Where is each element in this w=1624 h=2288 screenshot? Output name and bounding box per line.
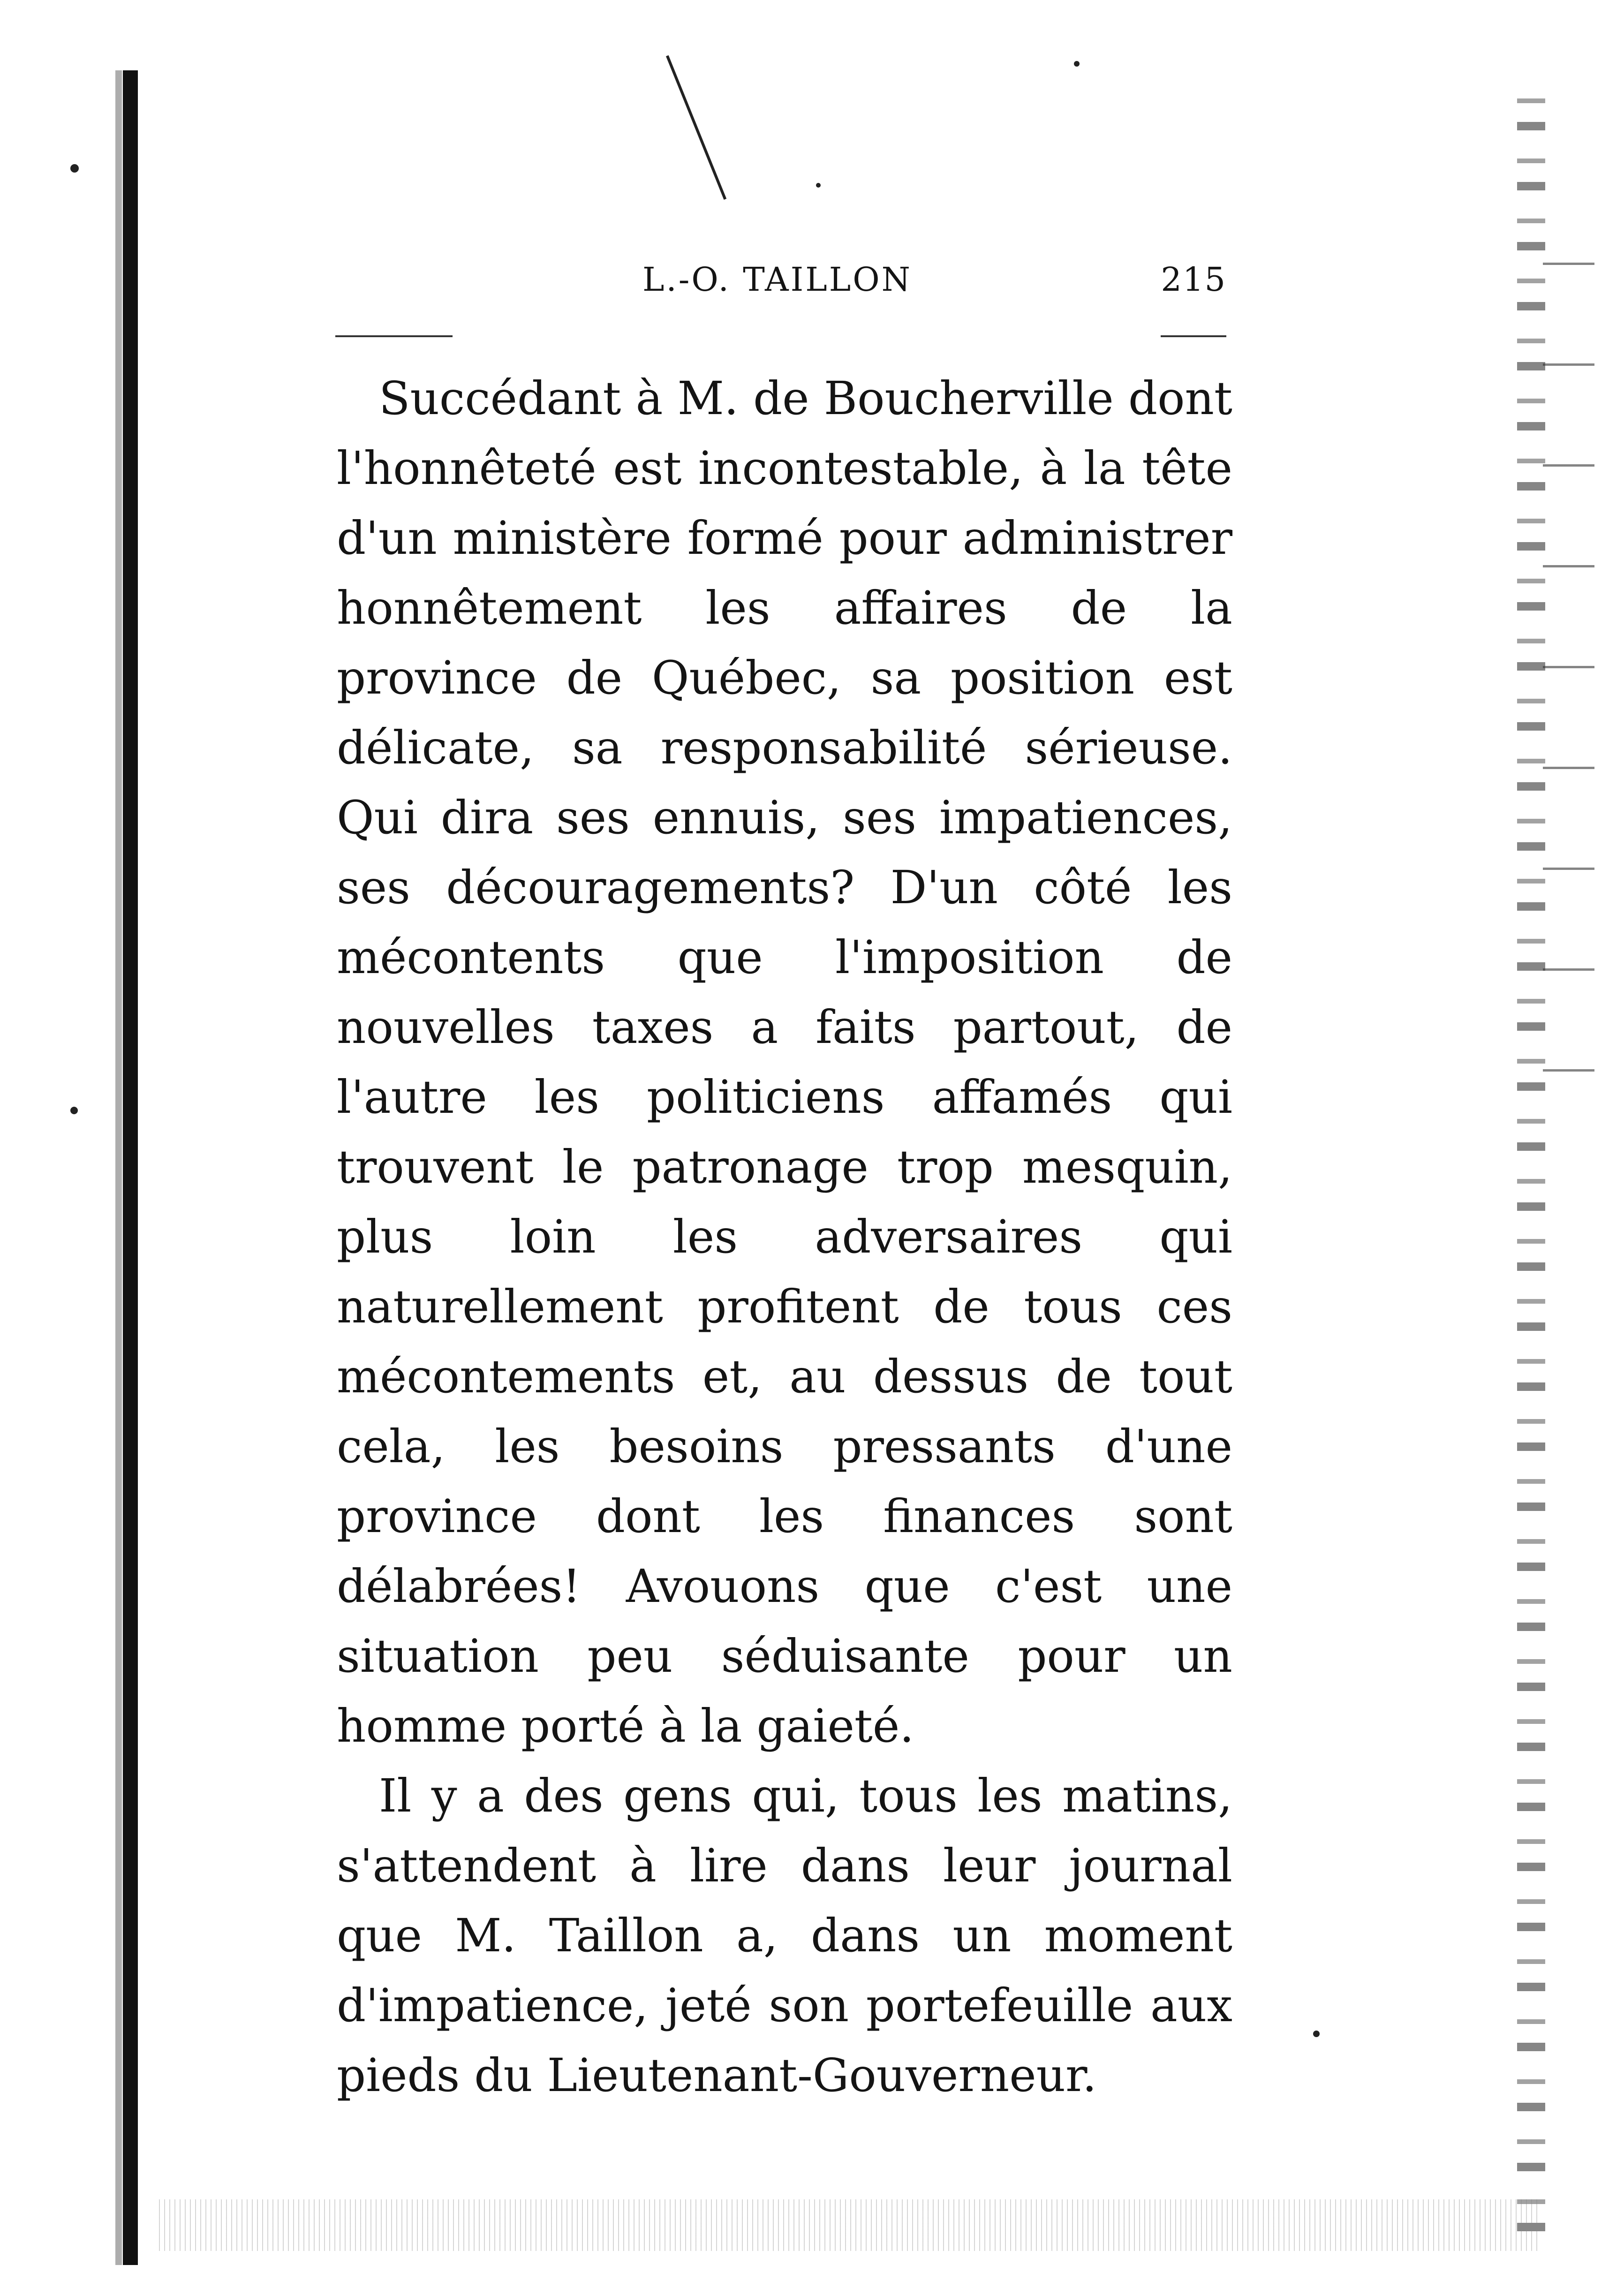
right-edge-marks <box>1543 164 1594 1102</box>
running-head: L.-O. TAILLON <box>642 260 912 299</box>
right-page-edge <box>1517 70 1545 2237</box>
speck <box>1074 61 1080 67</box>
speck <box>70 1107 78 1114</box>
paragraph: Succédant à M. de Boucherville dont l'honnêteté est incontestable, à la tête d'un ministère formé pour administrer honnêtement les affaires de la province de Québec, sa position est délicate, sa responsabilité sérieuse. Qui dira ses ennuis, ses impatiences, ses découragements? D'un côté les mécontents que l'imposition de nouvelles taxes a faits partout, de l'autre les politiciens affamés qui trouvent le patronage trop mesquin, plus loin les adversaires qui naturellement profitent de tous ces mécontements et, au dessus de tout cela, les besoins pressants d'une province dont les finances sont délabrées! Avouons que c'est une situation peu séduisante pour un homme porté à la gaieté. <box>337 372 1232 1752</box>
top-pencil-stroke <box>666 55 726 200</box>
page-header <box>335 260 1226 312</box>
page-number: 215 <box>1161 260 1226 299</box>
speck <box>70 164 79 173</box>
speck <box>816 183 821 188</box>
bottom-scan-noise <box>155 2199 1538 2251</box>
speck <box>1313 2031 1320 2037</box>
header-rule <box>1161 335 1226 337</box>
binding-shadow <box>115 70 122 2265</box>
binding-edge <box>123 70 138 2265</box>
paragraph: Il y a des gens qui, tous les matins, s'attendent à lire dans leur journal que M. Taillon a, dans un moment d'impatience, jeté son portefeuille aux pieds du Lieutenant-Gouverneur. <box>337 1769 1232 2102</box>
body-text <box>337 363 1232 2110</box>
header-rule <box>335 335 453 337</box>
